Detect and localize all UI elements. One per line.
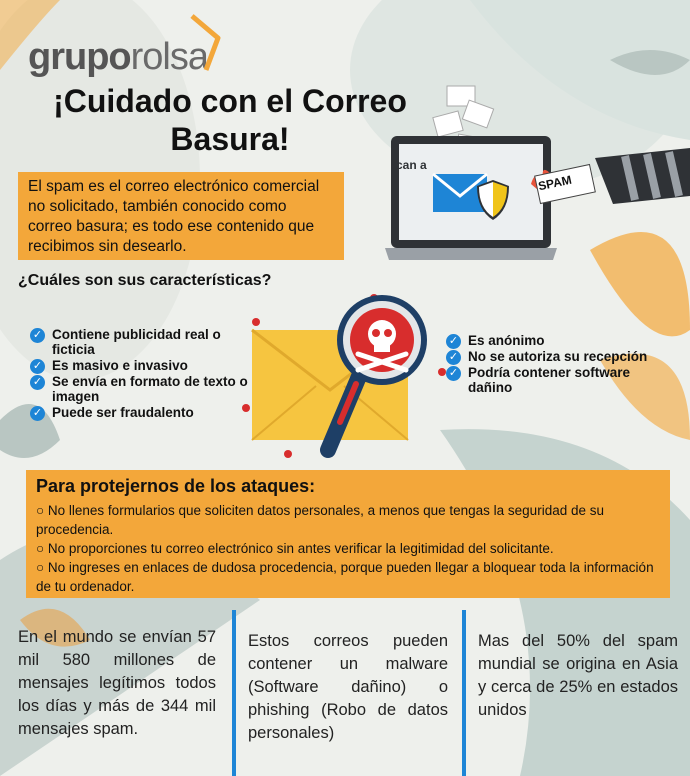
list-item: ✓ Contiene publicidad real o ficticia	[30, 327, 250, 357]
envelope-magnifier-illustration	[236, 290, 456, 470]
protection-tip: ○ No ingreses en enlaces de dudosa procedencia, porque pueden llegar a bloquear toda la información de tu ordenador.	[36, 560, 654, 594]
protection-title: Para protejernos de los ataques:	[36, 476, 316, 496]
protection-box	[26, 470, 670, 598]
fact-column-2: Estos correos pueden contener un malware (Software dañino) o phishing (Robo de datos personales)	[248, 632, 448, 742]
page-title: ¡Cuidado con el Correo Basura!	[53, 83, 407, 157]
features-left-list	[30, 327, 250, 421]
column-divider	[232, 610, 236, 776]
intro-box: El spam es el correo electrónico comercial no solicitado, también conocido como correo basura; es todo ese contenido que recibimos sin desearlo.	[18, 172, 344, 260]
logo	[28, 36, 208, 79]
check-icon: ✓	[446, 334, 461, 349]
logo-part-rolsa: rolsa	[130, 36, 209, 78]
list-item: ✓ Podría contener software dañino	[446, 365, 656, 395]
column-divider	[462, 610, 466, 776]
list-item: ✓ Es anónimo	[446, 333, 656, 348]
check-icon: ✓	[446, 350, 461, 365]
list-item: ✓ Se envía en formato de texto o imagen	[30, 374, 250, 404]
list-item: ✓ Puede ser fraudalento	[30, 405, 250, 420]
protection-tip: ○ No proporciones tu correo electrónico sin antes verificar la legitimidad del solicitante.	[36, 541, 554, 556]
check-icon: ✓	[446, 366, 461, 381]
protection-tip: ○ No llenes formularios que soliciten datos personales, a menos que tengas la seguridad de su procedencia.	[36, 503, 604, 537]
list-item: ✓ No se autoriza su recepción	[446, 349, 656, 364]
fact-column-3: Mas del 50% del spam mundial se origina en Asia y cerca de 25% en estados unidos	[478, 632, 678, 719]
check-icon: ✓	[30, 406, 45, 421]
list-item: ✓ Es masivo e invasivo	[30, 358, 250, 373]
laptop-screen-text: can a	[396, 158, 427, 172]
characteristics-heading: ¿Cuáles son sus características?	[18, 272, 272, 289]
laptop-illustration	[385, 78, 690, 273]
features-right-list	[446, 333, 656, 396]
fact-column-1: En el mundo se envían 57 mil 580 millones de mensajes legítimos todos los días y más de 344 mil mensajes spam.	[18, 628, 216, 738]
logo-mark-icon	[188, 14, 222, 72]
check-icon: ✓	[30, 359, 45, 374]
spam-tag: SPAM	[536, 172, 573, 194]
logo-part-grupo: grupo	[28, 36, 131, 78]
check-icon: ✓	[30, 328, 45, 343]
check-icon: ✓	[30, 375, 45, 390]
